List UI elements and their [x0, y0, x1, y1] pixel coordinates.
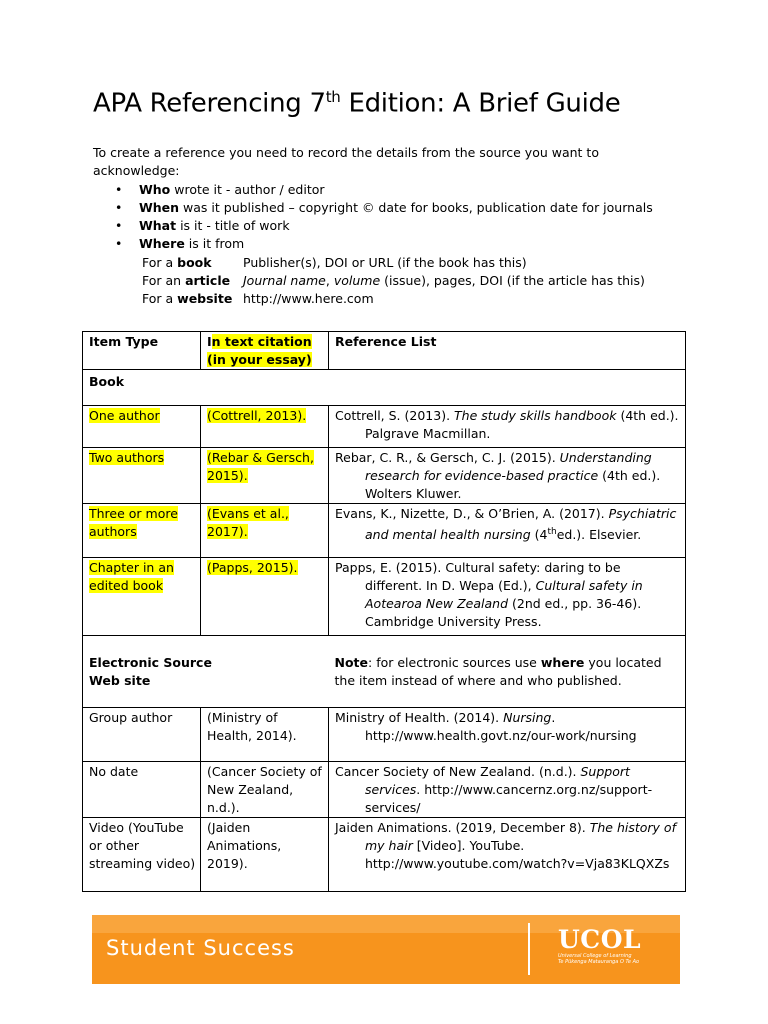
bullet-who-text: wrote it - author / editor	[170, 181, 325, 197]
reference-details: (4	[530, 527, 548, 543]
electronic-heading-2: Web site	[89, 673, 151, 688]
bullet-who-bold: Who	[139, 181, 171, 197]
reference-cell	[329, 448, 686, 504]
citation-cell: (Cancer Society of New Zealand, n.d.).	[201, 762, 329, 818]
ucol-logo-subtitle-2: Te Pūkenga Matauranga O Te Ao	[558, 959, 640, 965]
where-row-book	[142, 254, 653, 272]
where-book-pre: For a	[142, 254, 178, 270]
table-row	[83, 558, 686, 636]
ucol-logo-subtitle-1: Universal College of Learning	[558, 953, 632, 959]
reference-details: [Video]. YouTube. http://www.youtube.com/watch?v=Vja83KLQXZs	[365, 838, 670, 871]
citation-cell	[201, 406, 329, 448]
citation-cell	[201, 504, 329, 558]
item-type-cell	[83, 448, 201, 504]
banner-title: Student Success	[106, 936, 295, 960]
reference-entry	[335, 407, 681, 443]
ucol-logo	[558, 927, 641, 965]
electronic-heading-1: Electronic Source	[89, 655, 212, 670]
bullet-what-text: is it - title of work	[176, 218, 290, 234]
citation-cell	[201, 448, 329, 504]
item-type-cell: Video (YouTube or other streaming video)	[83, 818, 201, 892]
item-type-text: Two authors	[89, 450, 165, 465]
book-section-label: Book	[83, 370, 686, 406]
reference-details: (4th ed.). Palgrave Macmillan.	[365, 408, 679, 441]
book-section-row	[83, 370, 686, 406]
where-row-article	[142, 272, 653, 290]
reference-author: Cottrell, S. (2013).	[335, 408, 455, 423]
reference-cell	[329, 762, 686, 818]
citation-text: (Evans et al., 2017).	[207, 506, 289, 539]
where-article-rest: (issue), pages, DOI (if the article has this)	[380, 273, 645, 289]
reference-details: (4th ed.). Wolters Kluwer.	[365, 468, 661, 501]
bullet-what-bold: What	[139, 218, 177, 234]
table-row	[83, 708, 686, 762]
page-title	[93, 88, 620, 119]
reference-cell	[329, 504, 686, 558]
reference-title: Psychiatric and mental health nursing	[365, 506, 677, 543]
reference-title: Understanding research for evidence-based practice	[365, 450, 652, 483]
reference-details: . http://www.cancernz.org.nz/support-services/	[365, 782, 653, 815]
reference-entry	[335, 763, 681, 817]
header-citation-initial: I	[207, 334, 212, 349]
ucol-logo-mark: UCOL	[558, 925, 642, 954]
table-header-row	[83, 332, 686, 370]
note-text-b: you located the item instead of where and who published.	[334, 655, 662, 688]
where-article-label	[142, 272, 243, 290]
reference-title: Support services	[365, 764, 630, 797]
reference-entry	[335, 449, 681, 503]
table-row	[83, 448, 686, 504]
where-book-value: Publisher(s), DOI or URL (if the book has this)	[243, 254, 527, 270]
reference-details-end: ed.). Elsevier.	[556, 527, 642, 543]
reference-title: The study skills handbook	[454, 408, 617, 423]
note-text-a: : for electronic sources use	[368, 655, 541, 670]
bullet-when-bold: When	[139, 199, 180, 215]
title-rest: Edition: A Brief Guide	[340, 88, 621, 119]
reference-cell	[329, 708, 686, 762]
intro-lead: To create a reference you need to record the details from the source you want to acknowledge:	[93, 145, 599, 179]
item-type-text: One author	[89, 408, 160, 423]
bullet-where-bold: Where	[139, 236, 185, 252]
reference-author: Papps, E. (2015). Cultural safety: daring to be different. In D. Wepa (Ed.),	[335, 560, 621, 593]
citation-text: (Cottrell, 2013).	[207, 408, 307, 423]
bullet-when-text: was it published – copyright © date for books, publication date for journals	[179, 199, 653, 215]
intro-section	[93, 144, 653, 309]
where-details	[93, 254, 653, 309]
electronic-section-heading	[83, 636, 329, 708]
bullet-who	[93, 181, 653, 199]
where-article-value	[243, 272, 645, 290]
where-website-bold: website	[177, 291, 233, 307]
intro-bullet-list	[93, 181, 653, 254]
reference-author: Evans, K., Nizette, D., & O’Brien, A. (2017).	[335, 506, 609, 521]
table-row	[83, 762, 686, 818]
where-article-bold: article	[185, 273, 231, 289]
item-type-cell: Group author	[83, 708, 201, 762]
reference-cell	[329, 406, 686, 448]
reference-title: Cultural safety in Aotearoa New Zealand	[365, 578, 643, 611]
table-row	[83, 818, 686, 892]
banner-divider	[528, 923, 530, 975]
citation-cell: (Jaiden Animations, 2019).	[201, 818, 329, 892]
reference-entry	[335, 505, 681, 544]
header-item-type: Item Type	[83, 332, 201, 370]
where-article-sep: ,	[325, 273, 334, 289]
bullet-where-text: is it from	[184, 236, 245, 252]
reference-details: (2nd ed., pp. 36-46). Cambridge University Press.	[365, 596, 642, 629]
reference-entry	[335, 819, 681, 873]
citation-text: (Papps, 2015).	[207, 560, 298, 575]
where-book-label	[142, 254, 243, 272]
where-row-website	[142, 290, 653, 308]
reference-cell	[329, 818, 686, 892]
electronic-note	[329, 636, 686, 708]
table-row	[83, 504, 686, 558]
reference-entry	[335, 709, 681, 745]
title-superscript: th	[325, 88, 341, 106]
reference-title: Nursing	[503, 710, 552, 725]
note-bold: where	[540, 655, 585, 670]
header-citation-rest: n text citation (in your essay)	[207, 334, 312, 367]
reference-author: Jaiden Animations. (2019, December 8).	[335, 820, 590, 835]
header-reference-list: Reference List	[329, 332, 686, 370]
item-type-cell	[83, 504, 201, 558]
where-article-pre: For an	[142, 273, 186, 289]
reference-superscript: th	[547, 527, 557, 537]
item-type-text: Chapter in an edited book	[89, 560, 174, 593]
where-website-pre: For a	[142, 291, 178, 307]
student-success-banner	[92, 915, 680, 984]
bullet-when	[93, 199, 653, 217]
where-book-bold: book	[177, 254, 212, 270]
reference-table	[82, 331, 686, 892]
citation-text: (Rebar & Gersch, 2015).	[207, 450, 314, 483]
citation-cell: (Ministry of Health, 2014).	[201, 708, 329, 762]
header-citation	[201, 332, 329, 370]
reference-cell	[329, 558, 686, 636]
reference-author: Cancer Society of New Zealand. (n.d.).	[335, 764, 581, 779]
bullet-what	[93, 217, 653, 235]
item-type-cell	[83, 406, 201, 448]
reference-details: . http://www.health.govt.nz/our-work/nursing	[365, 710, 637, 743]
reference-title: The history of my hair	[365, 820, 676, 853]
reference-entry	[335, 559, 681, 631]
item-type-cell: No date	[83, 762, 201, 818]
title-main: APA Referencing 7	[93, 88, 326, 119]
item-type-cell	[83, 558, 201, 636]
note-label: Note	[334, 655, 369, 670]
table-row	[83, 406, 686, 448]
where-article-volume: volume	[333, 273, 381, 289]
where-website-value: http://www.here.com	[243, 291, 374, 307]
bullet-where	[93, 235, 653, 253]
citation-cell	[201, 558, 329, 636]
reference-author: Ministry of Health. (2014).	[335, 710, 504, 725]
where-website-label	[142, 290, 243, 308]
item-type-text: Three or more authors	[89, 506, 178, 539]
reference-author: Rebar, C. R., & Gersch, C. J. (2015).	[335, 450, 560, 465]
where-article-journal: Journal name	[243, 273, 326, 289]
electronic-section-row	[83, 636, 686, 708]
